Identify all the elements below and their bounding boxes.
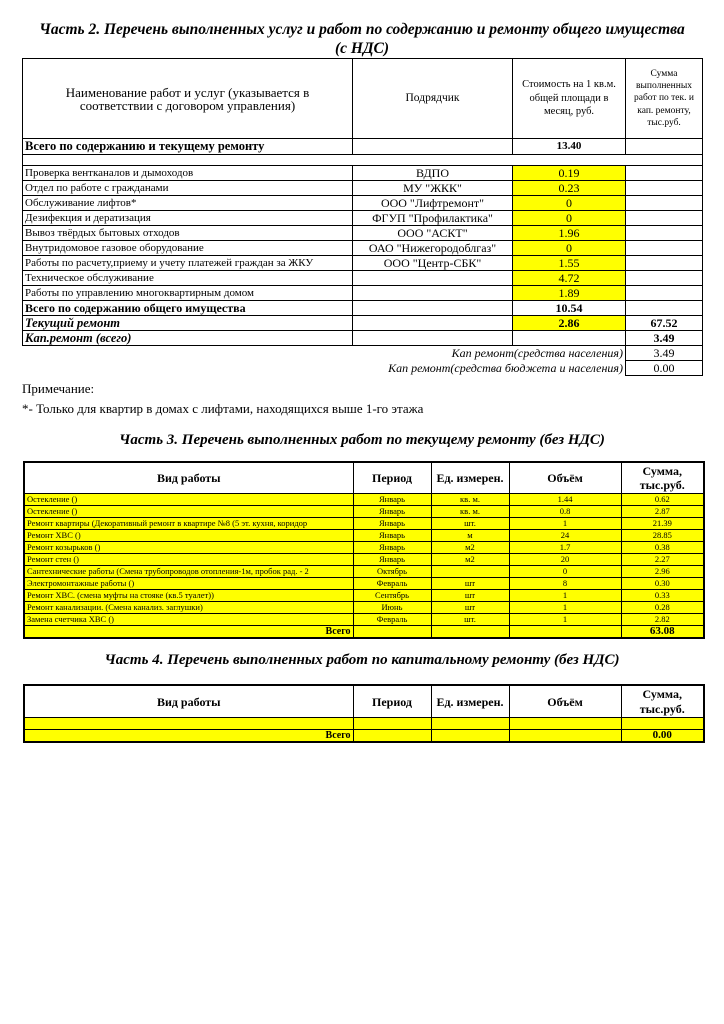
row-work: Электромонтажные работы () bbox=[24, 578, 353, 590]
table-row bbox=[24, 718, 704, 730]
capital-repair-contractor bbox=[353, 331, 513, 346]
part4-header-volume: Объём bbox=[509, 685, 621, 718]
row-work: Ремонт стен () bbox=[24, 554, 353, 566]
row-work: Ремонт козырьков () bbox=[24, 542, 353, 554]
row-volume: 0.8 bbox=[509, 506, 621, 518]
row-volume: 8 bbox=[509, 578, 621, 590]
table-row bbox=[24, 578, 704, 590]
table-row bbox=[24, 602, 704, 614]
part4-title: Часть 4. Перечень выполненных работ по капитальному ремонту (без НДС) bbox=[104, 652, 620, 668]
row-cost: 0.19 bbox=[513, 166, 626, 181]
row-unit: шт. bbox=[431, 518, 509, 530]
capital-budget-row bbox=[23, 361, 703, 376]
row-work: Сантехнические работы (Смена трубопроводов отопления-1м, пробок рад. - 2 bbox=[24, 566, 353, 578]
row-unit: кв. м. bbox=[431, 494, 509, 506]
row-cost: 1.89 bbox=[513, 286, 626, 301]
part3-total-period bbox=[353, 626, 431, 639]
row-contractor: МУ "ЖКК" bbox=[353, 181, 513, 196]
row-name: Техническое обслуживание bbox=[23, 271, 353, 286]
maintenance-total-cost: 10.54 bbox=[513, 301, 626, 316]
row-name: Вывоз твёрдых бытовых отходов bbox=[23, 226, 353, 241]
part3-total-unit bbox=[431, 626, 509, 639]
table-row bbox=[24, 554, 704, 566]
part3-header-sum: Сумма, тыс.руб. bbox=[621, 462, 704, 494]
maintenance-total-contractor bbox=[353, 301, 513, 316]
capital-population-label: Кап ремонт(средства населения) bbox=[23, 346, 626, 361]
table-row bbox=[24, 542, 704, 554]
capital-repair-cost bbox=[513, 331, 626, 346]
row-sum bbox=[626, 166, 703, 181]
total-cost: 13.40 bbox=[513, 139, 626, 155]
row-cost: 4.72 bbox=[513, 271, 626, 286]
part3-total-sum: 63.08 bbox=[621, 626, 704, 639]
header-name: Наименование работ и услуг (указывается в соответствии с договором управления) bbox=[23, 59, 353, 139]
part2-title-line2: (с НДС) bbox=[334, 40, 390, 57]
row-work: Ремонт ХВС. (смена муфты на стояке (кв.5 туалет)) bbox=[24, 590, 353, 602]
row-sum bbox=[626, 286, 703, 301]
row-unit: м2 bbox=[431, 542, 509, 554]
current-repair-cost: 2.86 bbox=[513, 316, 626, 331]
row-cost: 0 bbox=[513, 196, 626, 211]
current-repair-sum: 67.52 bbox=[626, 316, 703, 331]
row-period: Январь bbox=[353, 518, 431, 530]
row-unit: шт bbox=[431, 578, 509, 590]
part4-total-period bbox=[353, 730, 431, 743]
part4-table bbox=[23, 684, 705, 743]
row-sum: 0.33 bbox=[621, 590, 704, 602]
table-row bbox=[23, 256, 703, 271]
maintenance-total-row bbox=[23, 301, 703, 316]
part2-table bbox=[22, 58, 703, 376]
part2-title bbox=[20, 20, 704, 58]
part4-header-period: Период bbox=[353, 685, 431, 718]
row-unit: м bbox=[431, 530, 509, 542]
row-work: Остекление () bbox=[24, 506, 353, 518]
row-name: Работы по управлению многоквартирным домом bbox=[23, 286, 353, 301]
row-volume: 24 bbox=[509, 530, 621, 542]
row-sum bbox=[626, 196, 703, 211]
row-sum: 0.28 bbox=[621, 602, 704, 614]
row-contractor: ООО "Лифтремонт" bbox=[353, 196, 513, 211]
row-work: Остекление () bbox=[24, 494, 353, 506]
total-label: Всего по содержанию и текущему ремонту bbox=[23, 139, 353, 155]
row-work: Ремонт канализации. (Смена канализ. заглушки) bbox=[24, 602, 353, 614]
capital-repair-sum: 3.49 bbox=[626, 331, 703, 346]
row-volume: 1 bbox=[509, 602, 621, 614]
part3-header-unit: Ед. измерен. bbox=[431, 462, 509, 494]
table-row bbox=[24, 494, 704, 506]
part3-total-row bbox=[24, 626, 704, 639]
total-row bbox=[23, 139, 703, 155]
part4-total-label: Всего bbox=[24, 730, 353, 743]
header-contractor: Подрядчик bbox=[353, 59, 513, 139]
row-contractor bbox=[353, 286, 513, 301]
row-unit: шт bbox=[431, 602, 509, 614]
row-period: Октябрь bbox=[353, 566, 431, 578]
row-sum bbox=[621, 718, 704, 730]
row-name: Внутридомовое газовое оборудование bbox=[23, 241, 353, 256]
row-sum: 2.87 bbox=[621, 506, 704, 518]
row-sum: 2.82 bbox=[621, 614, 704, 626]
row-volume: 1 bbox=[509, 590, 621, 602]
row-period: Июнь bbox=[353, 602, 431, 614]
part3-header-period: Период bbox=[353, 462, 431, 494]
row-volume: 0 bbox=[509, 566, 621, 578]
row-unit: м2 bbox=[431, 554, 509, 566]
capital-budget-label: Кап ремонт(средства бюджета и населения) bbox=[23, 361, 626, 376]
notes-title: Примечание: bbox=[22, 381, 95, 396]
row-sum: 0.62 bbox=[621, 494, 704, 506]
row-unit: шт. bbox=[431, 614, 509, 626]
header-cost: Стоимость на 1 кв.м. общей площади в месяц, руб. bbox=[513, 59, 626, 139]
capital-population-sum: 3.49 bbox=[626, 346, 703, 361]
total-contractor bbox=[353, 139, 513, 155]
row-name: Проверка вентканалов и дымоходов bbox=[23, 166, 353, 181]
capital-budget-sum: 0.00 bbox=[626, 361, 703, 376]
table-row bbox=[23, 226, 703, 241]
table-row bbox=[24, 518, 704, 530]
capital-repair-row bbox=[23, 331, 703, 346]
table-row bbox=[23, 271, 703, 286]
row-period: Февраль bbox=[353, 578, 431, 590]
spacer-cell bbox=[23, 155, 703, 166]
row-cost: 1.55 bbox=[513, 256, 626, 271]
row-sum: 2.96 bbox=[621, 566, 704, 578]
row-period: Январь bbox=[353, 530, 431, 542]
part3-total-volume bbox=[509, 626, 621, 639]
capital-population-row bbox=[23, 346, 703, 361]
row-volume: 1.44 bbox=[509, 494, 621, 506]
table-row bbox=[24, 566, 704, 578]
row-sum: 0.38 bbox=[621, 542, 704, 554]
part2-title-line1: Часть 2. Перечень выполненных услуг и работ по содержанию и ремонту общего имущества bbox=[39, 21, 685, 38]
table-row bbox=[24, 506, 704, 518]
row-cost: 1.96 bbox=[513, 226, 626, 241]
row-sum bbox=[626, 211, 703, 226]
part3-table bbox=[23, 461, 705, 639]
row-sum bbox=[626, 181, 703, 196]
row-unit bbox=[431, 718, 509, 730]
header-sum: Сумма выполненных работ по тек. и кап. ремонту, тыс.руб. bbox=[626, 59, 703, 139]
row-period: Февраль bbox=[353, 614, 431, 626]
part3-header-work: Вид работы bbox=[24, 462, 353, 494]
row-volume: 1.7 bbox=[509, 542, 621, 554]
row-volume bbox=[509, 718, 621, 730]
row-period: Январь bbox=[353, 494, 431, 506]
row-contractor: ВДПО bbox=[353, 166, 513, 181]
table-row bbox=[24, 530, 704, 542]
row-work: Замена счетчика ХВС () bbox=[24, 614, 353, 626]
row-work: Ремонт ХВС () bbox=[24, 530, 353, 542]
row-work bbox=[24, 718, 353, 730]
part3-title: Часть 3. Перечень выполненных работ по текущему ремонту (без НДС) bbox=[119, 432, 605, 448]
table-row bbox=[24, 614, 704, 626]
row-unit: кв. м. bbox=[431, 506, 509, 518]
row-sum bbox=[626, 256, 703, 271]
row-contractor bbox=[353, 271, 513, 286]
maintenance-total-label: Всего по содержанию общего имущества bbox=[23, 301, 353, 316]
row-sum bbox=[626, 226, 703, 241]
current-repair-contractor bbox=[353, 316, 513, 331]
row-sum: 21.39 bbox=[621, 518, 704, 530]
row-cost: 0 bbox=[513, 211, 626, 226]
table-row bbox=[23, 286, 703, 301]
row-contractor: ФГУП "Профилактика" bbox=[353, 211, 513, 226]
row-contractor: ОАО "Нижегородоблгаз" bbox=[353, 241, 513, 256]
part4-total-sum: 0.00 bbox=[621, 730, 704, 743]
row-work: Ремонт квартиры (Декоративный ремонт в квартире №8 (5 эт. кухня, коридор bbox=[24, 518, 353, 530]
part3-total-label: Всего bbox=[24, 626, 353, 639]
row-unit bbox=[431, 566, 509, 578]
table-row bbox=[23, 211, 703, 226]
row-contractor: ООО "АСКТ" bbox=[353, 226, 513, 241]
row-sum: 2.27 bbox=[621, 554, 704, 566]
row-period: Январь bbox=[353, 554, 431, 566]
row-sum bbox=[626, 241, 703, 256]
part4-header-work: Вид работы bbox=[24, 685, 353, 718]
current-repair-row bbox=[23, 316, 703, 331]
row-period: Январь bbox=[353, 542, 431, 554]
row-unit: шт bbox=[431, 590, 509, 602]
row-period: Сентябрь bbox=[353, 590, 431, 602]
row-cost: 0 bbox=[513, 241, 626, 256]
row-period: Январь bbox=[353, 506, 431, 518]
row-cost: 0.23 bbox=[513, 181, 626, 196]
row-name: Работы по расчету,приему и учету платежей граждан за ЖКУ bbox=[23, 256, 353, 271]
part4-total-volume bbox=[509, 730, 621, 743]
part4-header-unit: Ед. измерен. bbox=[431, 685, 509, 718]
table-row bbox=[23, 196, 703, 211]
row-volume: 1 bbox=[509, 614, 621, 626]
part4-total-unit bbox=[431, 730, 509, 743]
total-sum bbox=[626, 139, 703, 155]
table-row bbox=[23, 181, 703, 196]
capital-repair-label: Кап.ремонт (всего) bbox=[23, 331, 353, 346]
row-volume: 1 bbox=[509, 518, 621, 530]
part3-header-volume: Объём bbox=[509, 462, 621, 494]
row-volume: 20 bbox=[509, 554, 621, 566]
row-sum: 28.85 bbox=[621, 530, 704, 542]
part4-header-sum: Сумма, тыс.руб. bbox=[621, 685, 704, 718]
notes-text: *- Только для квартир в домах с лифтами, находящихся выше 1-го этажа bbox=[22, 401, 424, 416]
row-name: Дезифекция и дератизация bbox=[23, 211, 353, 226]
current-repair-label: Текущий ремонт bbox=[23, 316, 353, 331]
maintenance-total-sum bbox=[626, 301, 703, 316]
row-sum: 0.30 bbox=[621, 578, 704, 590]
spacer-row bbox=[23, 155, 703, 166]
table-row bbox=[23, 166, 703, 181]
table-row bbox=[23, 241, 703, 256]
row-contractor: ООО "Центр-СБК" bbox=[353, 256, 513, 271]
row-period bbox=[353, 718, 431, 730]
table-row bbox=[24, 590, 704, 602]
part4-total-row bbox=[24, 730, 704, 743]
row-name: Обслуживание лифтов* bbox=[23, 196, 353, 211]
row-sum bbox=[626, 271, 703, 286]
row-name: Отдел по работе с гражданами bbox=[23, 181, 353, 196]
